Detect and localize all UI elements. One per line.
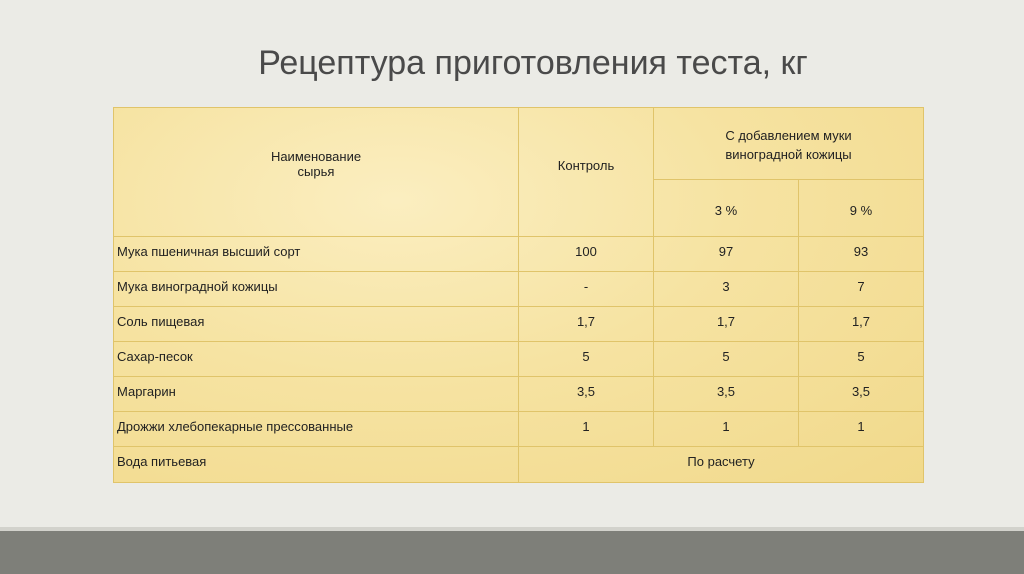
row-control: 100	[519, 237, 654, 272]
table-row	[114, 237, 924, 272]
header-additive-line2: виноградной кожицы	[725, 147, 852, 162]
row-pct9: 5	[799, 342, 924, 377]
row-name: Мука пшеничная высший сорт	[114, 237, 519, 272]
header-ingredient-name-line2: сырья	[297, 164, 335, 179]
row-control: 5	[519, 342, 654, 377]
header-additive	[654, 108, 924, 180]
slide-title: Рецептура приготовления теста, кг	[258, 44, 808, 82]
table-row	[114, 412, 924, 447]
header-pct-3: 3 %	[654, 180, 799, 237]
row-name: Дрожжи хлебопекарные прессованные	[114, 412, 519, 447]
row-pct9: 1	[799, 412, 924, 447]
row-name: Мука виноградной кожицы	[114, 272, 519, 307]
row-control: 1,7	[519, 307, 654, 342]
recipe-table-container	[113, 107, 923, 482]
table-row	[114, 272, 924, 307]
table-row	[114, 377, 924, 412]
header-ingredient-name	[114, 108, 519, 237]
row-name: Соль пищевая	[114, 307, 519, 342]
row-pct9: 93	[799, 237, 924, 272]
header-pct-9: 9 %	[799, 180, 924, 237]
row-pct3: 3	[654, 272, 799, 307]
row-pct3: 1,7	[654, 307, 799, 342]
footer-bar	[0, 531, 1024, 574]
row-pct9: 7	[799, 272, 924, 307]
recipe-table	[113, 107, 924, 483]
row-pct9: 3,5	[799, 377, 924, 412]
row-pct3: 3,5	[654, 377, 799, 412]
header-additive-line1: С добавлением муки	[725, 128, 852, 143]
row-calculated-value: По расчету	[519, 447, 924, 483]
row-name: Маргарин	[114, 377, 519, 412]
table-row	[114, 342, 924, 377]
table-row	[114, 307, 924, 342]
header-ingredient-name-line1: Наименование	[270, 149, 362, 164]
table-row	[114, 447, 924, 483]
row-control: -	[519, 272, 654, 307]
row-pct3: 97	[654, 237, 799, 272]
row-control: 3,5	[519, 377, 654, 412]
row-name: Вода питьевая	[114, 447, 519, 483]
row-pct3: 5	[654, 342, 799, 377]
row-pct3: 1	[654, 412, 799, 447]
row-control: 1	[519, 412, 654, 447]
row-name: Сахар-песок	[114, 342, 519, 377]
row-pct9: 1,7	[799, 307, 924, 342]
header-control: Контроль	[519, 108, 654, 237]
